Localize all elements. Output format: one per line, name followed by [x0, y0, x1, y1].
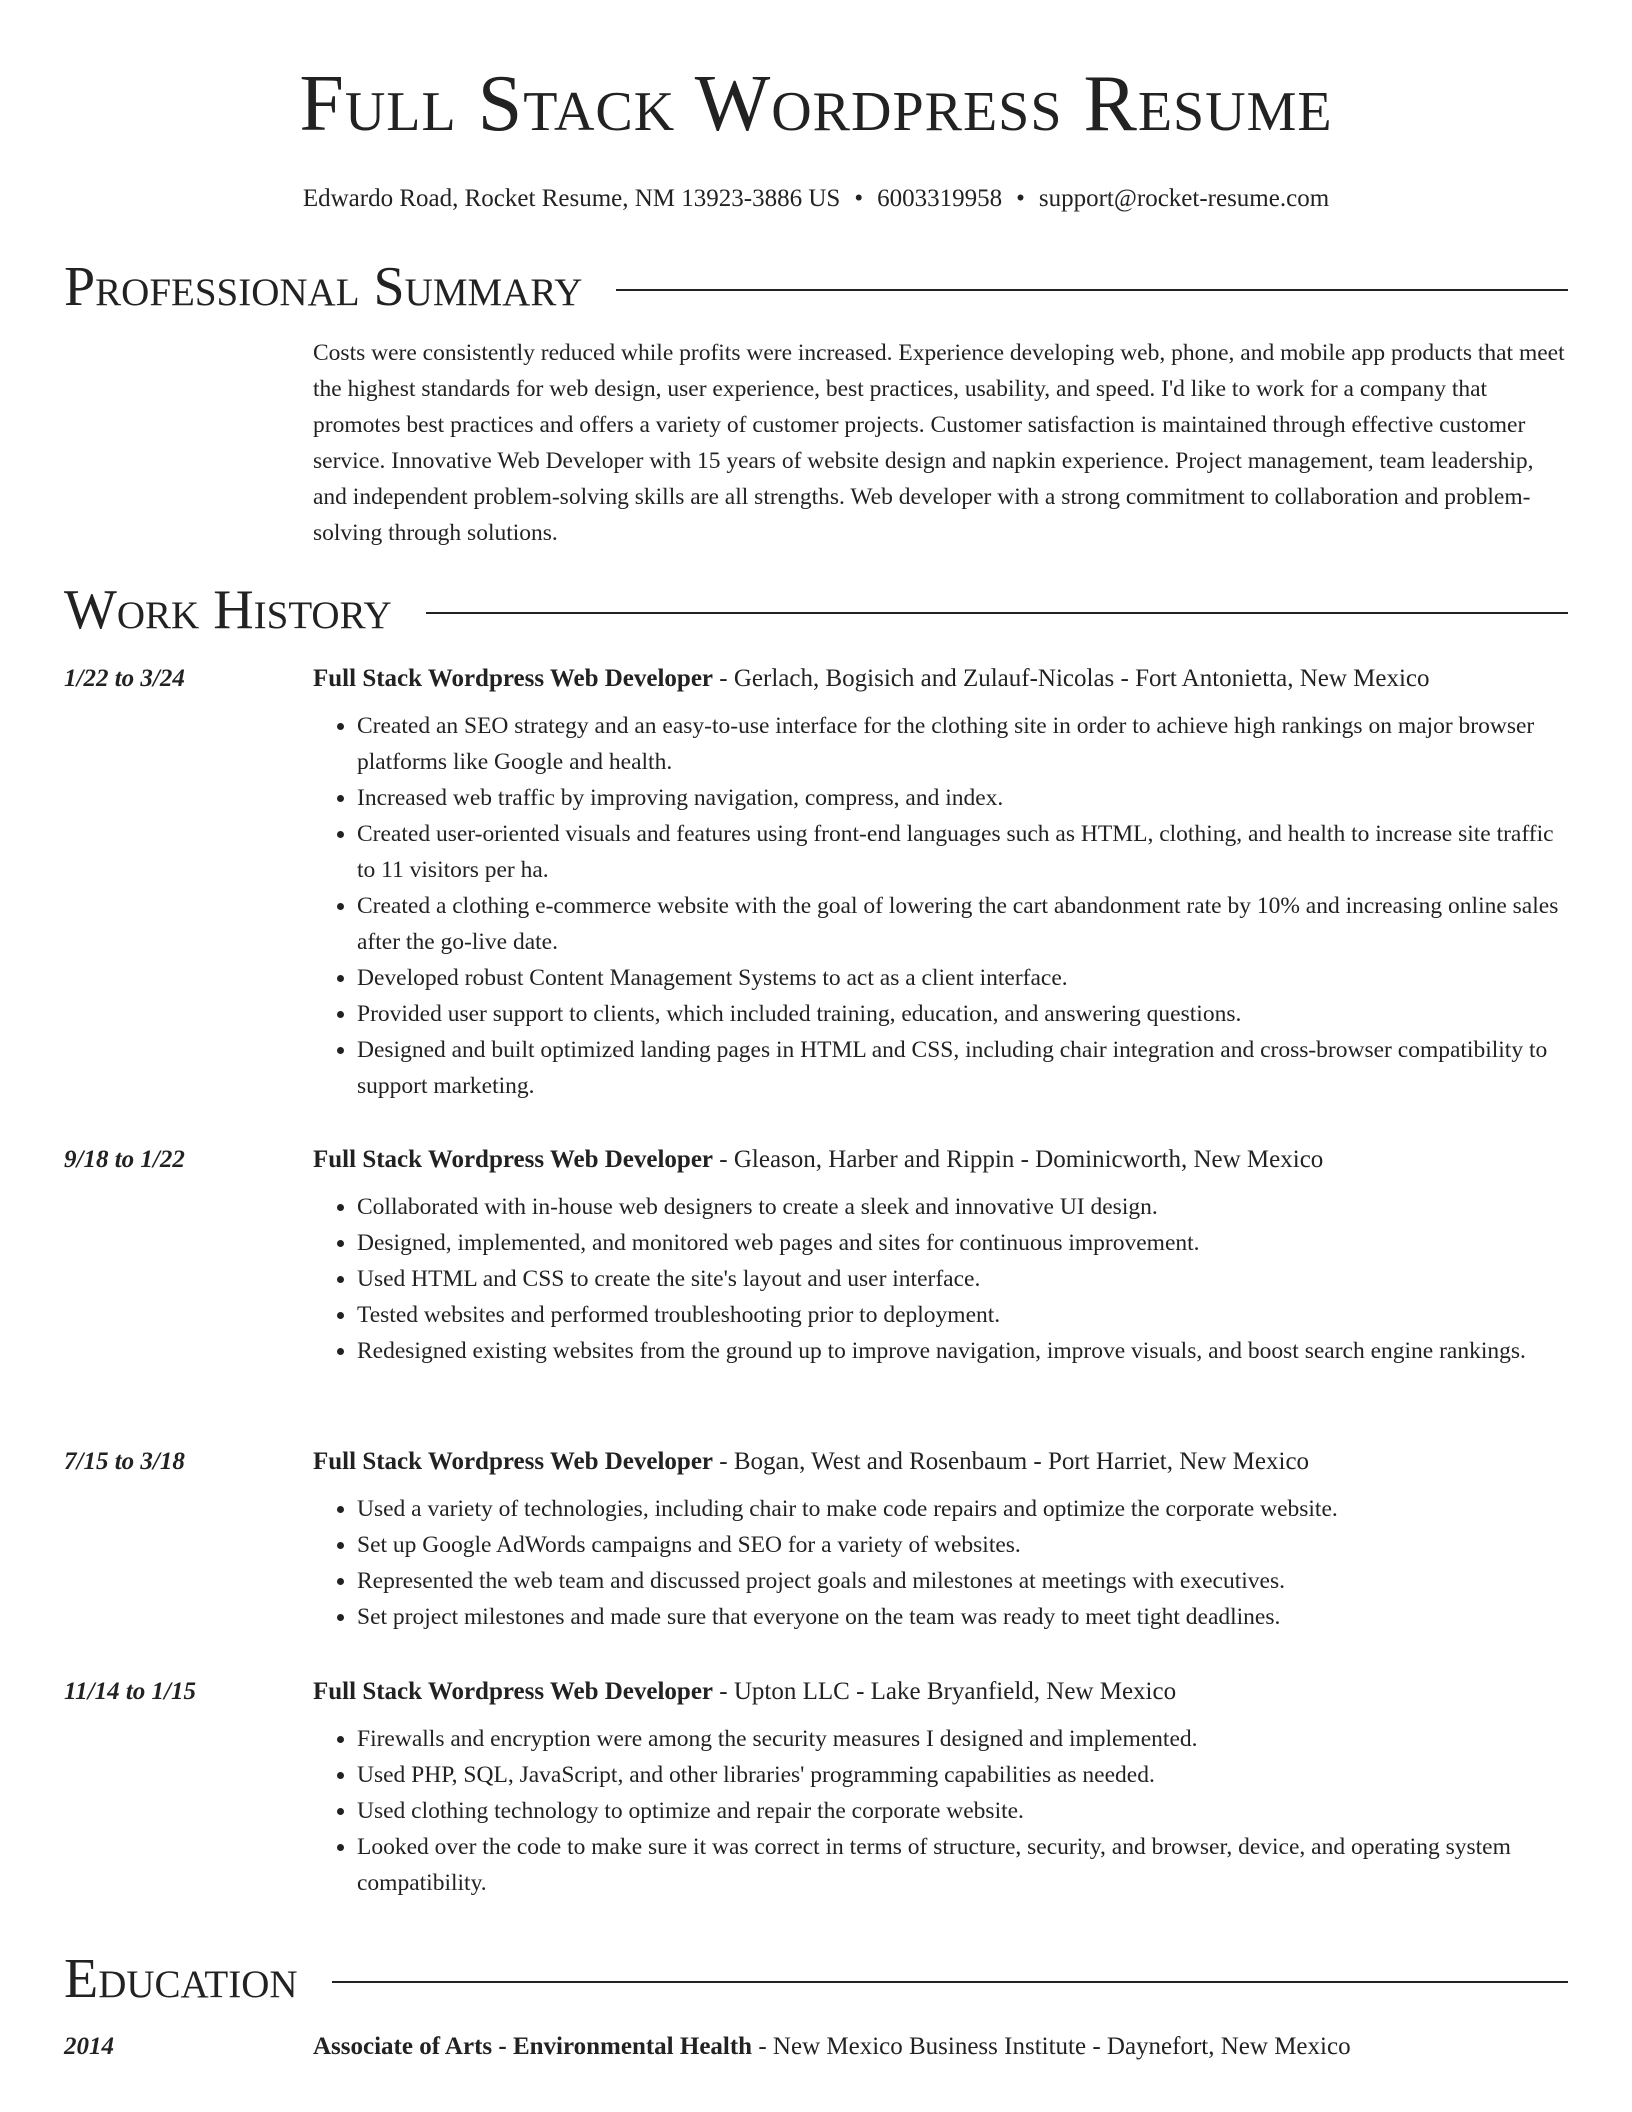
contact-line — [0, 184, 1632, 214]
job-header — [64, 1675, 1568, 1709]
job-heading — [313, 662, 1430, 696]
list-item: • Used a variety of technologies, including chair to make code repairs and optimize the corporate website. — [357, 1491, 1568, 1527]
job-dates: 1/22 to 3/24 — [64, 665, 185, 692]
contact-phone: 6003319958 — [877, 185, 1003, 212]
job-details: - Gerlach, Bogisich and Zulauf-Nicolas - Fort Antonietta, New Mexico — [713, 665, 1430, 692]
work-heading: Work History — [64, 579, 392, 641]
list-item: • Provided user support to clients, which included training, education, and answering questions. — [357, 996, 1568, 1032]
job-header — [64, 1143, 1568, 1177]
education-row — [64, 2030, 1568, 2064]
list-item: • Collaborated with in-house web designers to create a sleek and innovative UI design. — [357, 1189, 1568, 1225]
summary-text: Costs were consistently reduced while profits were increased. Experience developing web, phone, and mobile app products that meet the highest standards for web design, user experience, best practices, usability, and speed. I'd like to work for a company that promotes best practices and offers a variety of customer projects. Customer satisfaction is maintained through effective customer service. Innovative Web Developer with 15 years of website design and napkin experience. Project management, team leadership, and independent problem-solving skills are all strengths. Web developer with a strong commitment to collaboration and problem-solving through solutions. — [313, 340, 1565, 546]
job-details: - Upton LLC - Lake Bryanfield, New Mexico — [713, 1678, 1177, 1705]
job-bullets — [64, 1189, 1568, 1369]
job-title: Full Stack Wordpress Web Developer — [313, 1678, 714, 1705]
list-item: • Tested websites and performed troubleshooting prior to deployment. — [357, 1297, 1568, 1333]
job-bullets — [64, 1491, 1568, 1635]
section-divider — [332, 1981, 1568, 1983]
job-header — [64, 662, 1568, 696]
job-heading — [313, 1143, 1323, 1177]
resume-name: Full Stack Wordpress Resume — [299, 60, 1333, 148]
education-section-header — [64, 1947, 1568, 2011]
job-dates: 9/18 to 1/22 — [64, 1146, 185, 1173]
contact-address: Edwardo Road, Rocket Resume, NM 13923-3886 US — [302, 185, 841, 212]
education-year: 2014 — [64, 2033, 114, 2060]
job-header — [64, 1445, 1568, 1479]
contact-separator: • — [854, 185, 864, 212]
job-entry — [64, 662, 1568, 1104]
education-degree: Associate of Arts - Environmental Health — [313, 2033, 753, 2060]
section-divider — [616, 289, 1568, 291]
job-title: Full Stack Wordpress Web Developer — [313, 665, 714, 692]
work-section-header — [64, 578, 1568, 642]
list-item: • Designed and built optimized landing pages in HTML and CSS, including chair integration and cross-browser compatibility to support marketing. — [357, 1032, 1568, 1104]
list-item: • Developed robust Content Management Systems to act as a client interface. — [357, 960, 1568, 996]
list-item: • Increased web traffic by improving navigation, compress, and index. — [357, 780, 1568, 816]
job-entry — [64, 1675, 1568, 1901]
list-item: • Created user-oriented visuals and features using front-end languages such as HTML, clothing, and health to increase site traffic to 11 visitors per ha. — [357, 816, 1568, 888]
list-item: • Designed, implemented, and monitored web pages and sites for continuous improvement. — [357, 1225, 1568, 1261]
job-details: - Bogan, West and Rosenbaum - Port Harriet, New Mexico — [713, 1448, 1310, 1475]
job-heading — [313, 1675, 1176, 1709]
job-bullets — [64, 708, 1568, 1104]
education-heading-line — [313, 2030, 1351, 2064]
education-heading: Education — [64, 1948, 298, 2010]
job-title: Full Stack Wordpress Web Developer — [313, 1146, 714, 1173]
education-details: - New Mexico Business Institute - Daynefort, New Mexico — [752, 2033, 1351, 2060]
list-item: • Used PHP, SQL, JavaScript, and other libraries' programming capabilities as needed. — [357, 1757, 1568, 1793]
list-item: • Firewalls and encryption were among the security measures I designed and implemented. — [357, 1721, 1568, 1757]
job-heading — [313, 1445, 1309, 1479]
job-title: Full Stack Wordpress Web Developer — [313, 1448, 714, 1475]
summary-section-header — [64, 255, 1568, 319]
summary-heading: Professional Summary — [64, 256, 583, 318]
list-item: • Redesigned existing websites from the ground up to improve navigation, improve visuals, and boost search engine rankings. — [357, 1333, 1568, 1369]
contact-email: support@rocket-resume.com — [1038, 185, 1330, 212]
job-dates: 11/14 to 1/15 — [64, 1678, 196, 1705]
list-item: • Used HTML and CSS to create the site's layout and user interface. — [357, 1261, 1568, 1297]
list-item: • Set up Google AdWords campaigns and SEO for a variety of websites. — [357, 1527, 1568, 1563]
job-entry — [64, 1143, 1568, 1369]
list-item: • Created an SEO strategy and an easy-to-use interface for the clothing site in order to achieve high rankings on major browser platforms like Google and health. — [357, 708, 1568, 780]
job-bullets — [64, 1721, 1568, 1901]
list-item: • Created a clothing e-commerce website with the goal of lowering the cart abandonment rate by 10% and increasing online sales after the go-live date. — [357, 888, 1568, 960]
list-item: • Represented the web team and discussed project goals and milestones at meetings with executives. — [357, 1563, 1568, 1599]
list-item: • Looked over the code to make sure it was correct in terms of structure, security, and browser, device, and operating system compatibility. — [357, 1829, 1568, 1901]
job-details: - Gleason, Harber and Rippin - Dominicworth, New Mexico — [713, 1146, 1324, 1173]
list-item: • Used clothing technology to optimize and repair the corporate website. — [357, 1793, 1568, 1829]
contact-separator: • — [1016, 185, 1025, 212]
education-entry — [64, 2030, 1568, 2064]
list-item: • Set project milestones and made sure that everyone on the team was ready to meet tight deadlines. — [357, 1599, 1568, 1635]
job-dates: 7/15 to 3/18 — [64, 1448, 185, 1475]
job-entry — [64, 1445, 1568, 1635]
section-divider — [426, 612, 1568, 614]
